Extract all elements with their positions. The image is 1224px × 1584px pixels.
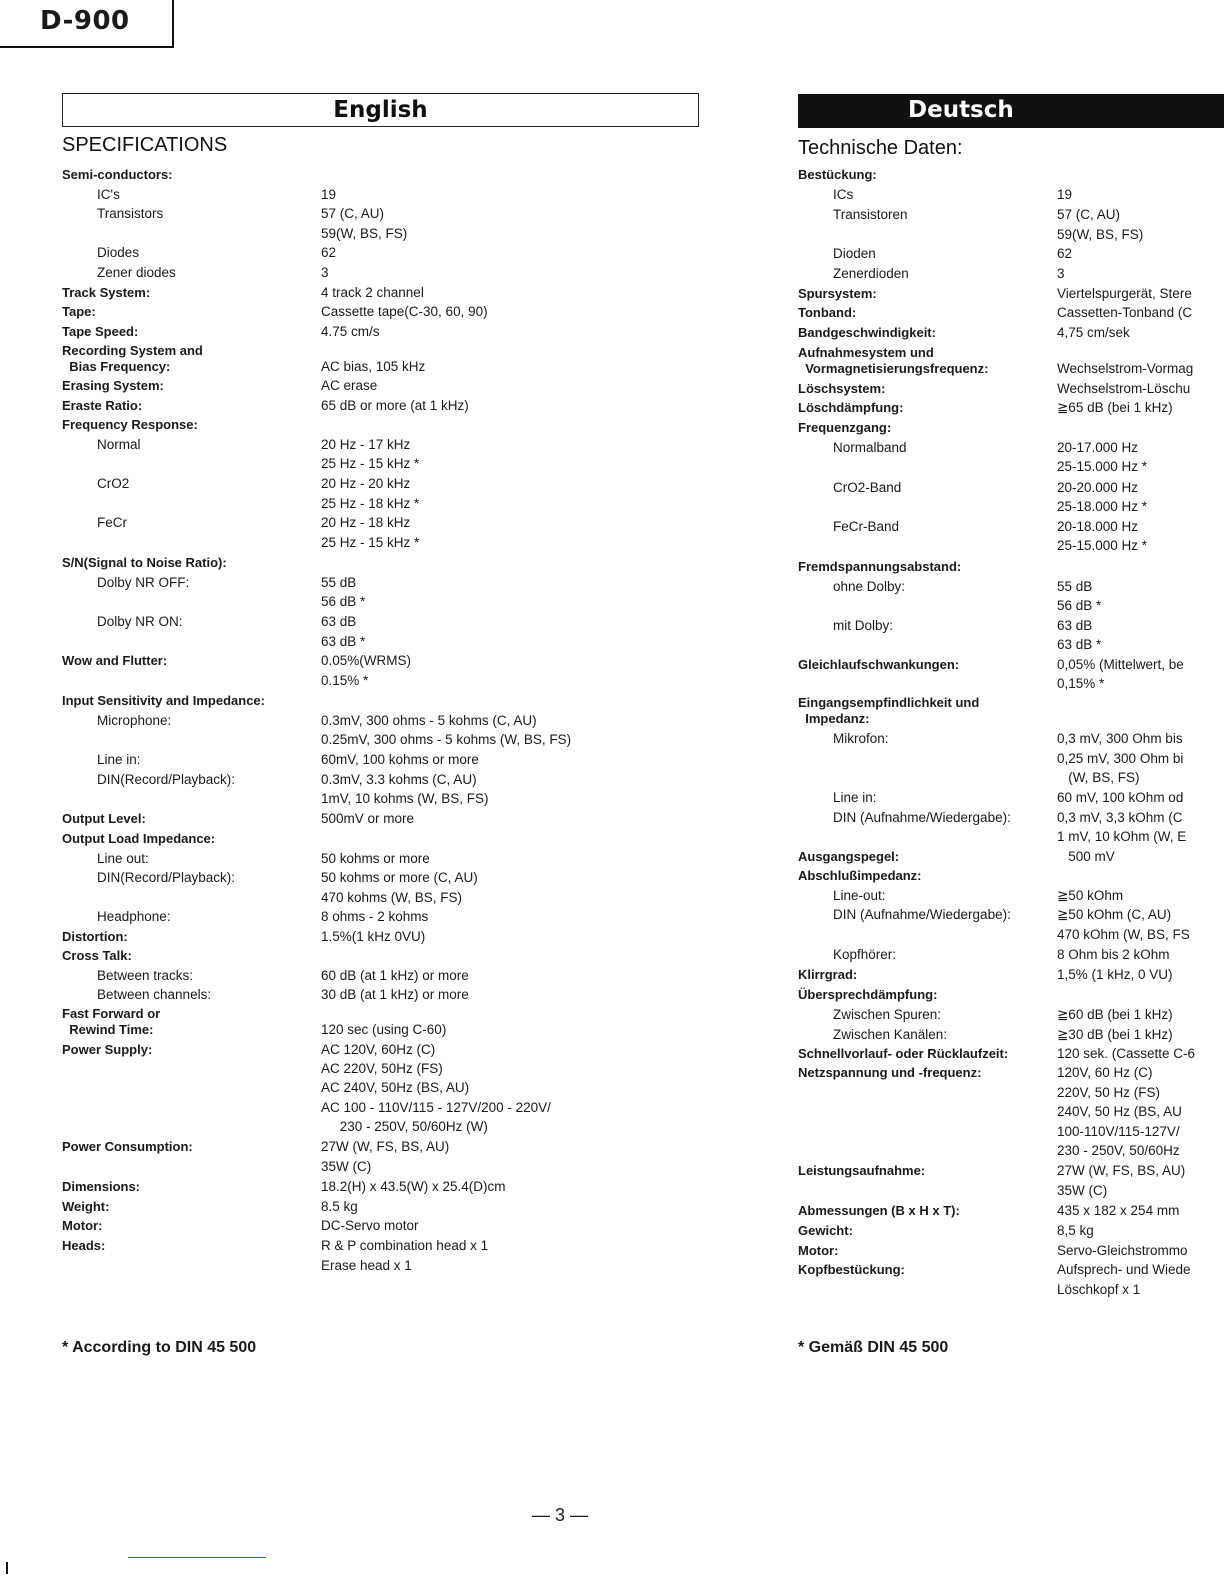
english-spec-label: Dimensions: — [62, 1179, 141, 1194]
deutsch-spec-value: Cassetten-Tonband (C — [1057, 305, 1193, 320]
english-spec-value: Erase head x 1 — [321, 1258, 412, 1273]
deutsch-spec-value: 0,05% (Mittelwert, be — [1057, 657, 1184, 672]
deutsch-spec-value: 62 — [1057, 246, 1073, 261]
english-spec-label: Input Sensitivity and Impedance: — [62, 693, 265, 708]
english-spec-value: 65 dB or more (at 1 kHz) — [321, 398, 469, 413]
deutsch-spec-label: Dioden — [833, 246, 876, 261]
english-spec-value: 0.25mV, 300 ohms - 5 kohms (W, BS, FS) — [321, 732, 572, 747]
deutsch-spec-label: DIN (Aufnahme/Wiedergabe): — [833, 907, 1011, 922]
deutsch-spec-value: Wechselstrom-Vormag — [1057, 361, 1194, 376]
deutsch-spec-label: Kopfhörer: — [833, 947, 897, 962]
english-spec-value: 60 dB (at 1 kHz) or more — [321, 968, 469, 983]
deutsch-spec-label: Abschlußimpedanz: — [798, 868, 922, 883]
english-spec-value: R & P combination head x 1 — [321, 1238, 489, 1253]
deutsch-spec-value: Löschkopf x 1 — [1057, 1282, 1141, 1297]
deutsch-spec-value: 4,75 cm/sek — [1057, 325, 1130, 340]
deutsch-spec-label: Löschsystem: — [798, 381, 886, 396]
english-spec-value: 20 Hz - 20 kHz — [321, 476, 411, 491]
deutsch-spec-label: Aufnahmesystem und — [798, 345, 934, 360]
deutsch-spec-value: ≧50 kOhm (C, AU) — [1057, 907, 1172, 922]
english-spec-label: FeCr — [97, 515, 127, 530]
edge-mark — [6, 1562, 8, 1574]
english-spec-label: Microphone: — [97, 713, 172, 728]
deutsch-spec-value: ≧50 kOhm — [1057, 888, 1124, 903]
deutsch-spec-value: 60 mV, 100 kOhm od — [1057, 790, 1184, 805]
english-spec-value: 8 ohms - 2 kohms — [321, 909, 429, 924]
english-spec-value: AC 220V, 50Hz (FS) — [321, 1061, 443, 1076]
deutsch-spec-value: 63 dB — [1057, 618, 1093, 633]
deutsch-spec-label: DIN (Aufnahme/Wiedergabe): — [833, 810, 1011, 825]
deutsch-spec-value: Wechselstrom-Löschu — [1057, 381, 1191, 396]
english-spec-label: Power Consumption: — [62, 1139, 193, 1154]
english-spec-value: 50 kohms or more (C, AU) — [321, 870, 478, 885]
english-spec-value: 18.2(H) x 43.5(W) x 25.4(D)cm — [321, 1179, 506, 1194]
english-spec-value: 20 Hz - 18 kHz — [321, 515, 411, 530]
deutsch-spec-value: 3 — [1057, 266, 1065, 281]
deutsch-spec-value: 25-15.000 Hz * — [1057, 538, 1148, 553]
english-spec-value: 35W (C) — [321, 1159, 372, 1174]
english-spec-label: CrO2 — [97, 476, 130, 491]
deutsch-spec-label: Gleichlaufschwankungen: — [798, 657, 960, 672]
deutsch-spec-label: ohne Dolby: — [833, 579, 906, 594]
english-spec-value: 25 Hz - 15 kHz * — [321, 535, 420, 550]
english-spec-value: 20 Hz - 17 kHz — [321, 437, 411, 452]
deutsch-spec-label: Zwischen Spuren: — [833, 1007, 942, 1022]
english-header: English — [62, 93, 699, 127]
english-spec-value: 8.5 kg — [321, 1199, 358, 1214]
english-spec-value: 62 — [321, 245, 337, 260]
english-spec-value: 50 kohms or more — [321, 851, 430, 866]
deutsch-spec-value: 120V, 60 Hz (C) — [1057, 1065, 1153, 1080]
english-spec-label: Output Load Impedance: — [62, 831, 216, 846]
deutsch-spec-label: Vormagnetisierungsfrequenz: — [798, 361, 989, 376]
english-spec-label: IC's — [97, 187, 120, 202]
deutsch-spec-value: 100-110V/115-127V/ — [1057, 1124, 1180, 1139]
english-spec-value: 500mV or more — [321, 811, 415, 826]
english-spec-value: 59(W, BS, FS) — [321, 226, 408, 241]
deutsch-spec-label: Motor: — [798, 1243, 839, 1258]
deutsch-spec-value: 20-17.000 Hz — [1057, 440, 1139, 455]
deutsch-spec-value: 20-20.000 Hz — [1057, 480, 1139, 495]
deutsch-header: Deutsch — [798, 94, 1224, 128]
deutsch-spec-label: Klirrgrad: — [798, 967, 858, 982]
deutsch-spec-value: 0,3 mV, 3,3 kOhm (C — [1057, 810, 1183, 825]
deutsch-spec-value: 230 - 250V, 50/60Hz — [1057, 1143, 1180, 1158]
bottom-rule — [128, 1557, 266, 1558]
english-spec-value: 60mV, 100 kohms or more — [321, 752, 479, 767]
english-spec-value: 0.05%(WRMS) — [321, 653, 412, 668]
deutsch-spec-value: 57 (C, AU) — [1057, 207, 1121, 222]
deutsch-spec-value: (W, BS, FS) — [1057, 770, 1140, 785]
english-spec-label: Distortion: — [62, 929, 128, 944]
english-spec-label: Dolby NR ON: — [97, 614, 183, 629]
deutsch-spec-label: Zenerdioden — [833, 266, 909, 281]
deutsch-spec-value: Aufsprech- und Wiede — [1057, 1262, 1191, 1277]
english-spec-label: Frequency Response: — [62, 417, 198, 432]
english-footnote: * According to DIN 45 500 — [62, 1339, 257, 1356]
english-spec-value: AC 120V, 60Hz (C) — [321, 1042, 436, 1057]
deutsch-spec-value: 59(W, BS, FS) — [1057, 227, 1144, 242]
english-spec-value: 30 dB (at 1 kHz) or more — [321, 987, 469, 1002]
page-number: — 3 — — [532, 1505, 589, 1525]
deutsch-spec-label: Netzspannung und -frequenz: — [798, 1065, 982, 1080]
deutsch-spec-label: Schnellvorlauf- oder Rücklaufzeit: — [798, 1046, 1009, 1061]
english-spec-value: AC 240V, 50Hz (BS, AU) — [321, 1080, 470, 1095]
english-spec-label: Between tracks: — [97, 968, 194, 983]
english-spec-label: Power Supply: — [62, 1042, 153, 1057]
deutsch-spec-value: 470 kOhm (W, BS, FS — [1057, 927, 1190, 942]
deutsch-spec-value: 0,25 mV, 300 Ohm bi — [1057, 751, 1184, 766]
deutsch-spec-value: 63 dB * — [1057, 637, 1102, 652]
deutsch-spec-label: Tonband: — [798, 305, 857, 320]
english-spec-value: 57 (C, AU) — [321, 206, 385, 221]
model-box — [0, 0, 174, 48]
english-spec-label: Diodes — [97, 245, 140, 260]
english-spec-value: 470 kohms (W, BS, FS) — [321, 890, 463, 905]
english-spec-value: AC 100 - 110V/115 - 127V/200 - 220V/ — [321, 1100, 551, 1115]
deutsch-spec-label: Fremdspannungsabstand: — [798, 559, 962, 574]
english-spec-label: Dolby NR OFF: — [97, 575, 190, 590]
deutsch-spec-label: Leistungsaufnahme: — [798, 1163, 926, 1178]
english-spec-label: Eraste Ratio: — [62, 398, 143, 413]
english-spec-label: Cross Talk: — [62, 948, 132, 963]
english-spec-value: 230 - 250V, 50/60Hz (W) — [321, 1119, 488, 1134]
english-spec-value: 27W (W, FS, BS, AU) — [321, 1139, 450, 1154]
english-spec-label: Motor: — [62, 1218, 103, 1233]
deutsch-spec-label: Gewicht: — [798, 1223, 853, 1238]
english-spec-value: 4.75 cm/s — [321, 324, 380, 339]
english-spec-label: Zener diodes — [97, 265, 176, 280]
deutsch-spec-value: 19 — [1057, 187, 1073, 202]
english-spec-value: 1mV, 10 kohms (W, BS, FS) — [321, 791, 489, 806]
deutsch-spec-label: Frequenzgang: — [798, 420, 892, 435]
english-spec-value: 0.15% * — [321, 673, 369, 688]
english-spec-value: 1.5%(1 kHz 0VU) — [321, 929, 426, 944]
english-spec-value: 56 dB * — [321, 594, 366, 609]
deutsch-spec-label: Ausgangspegel: — [798, 849, 900, 864]
deutsch-spec-value: 25-18.000 Hz * — [1057, 499, 1148, 514]
deutsch-spec-label: Übersprechdämpfung: — [798, 987, 938, 1002]
english-spec-label: Bias Frequency: — [62, 359, 171, 374]
english-spec-value: AC erase — [321, 378, 378, 393]
english-spec-value: Cassette tape(C-30, 60, 90) — [321, 304, 488, 319]
english-spec-label: Rewind Time: — [62, 1022, 154, 1037]
deutsch-spec-value: 35W (C) — [1057, 1183, 1108, 1198]
deutsch-spec-value: 27W (W, FS, BS, AU) — [1057, 1163, 1186, 1178]
deutsch-spec-value: 1,5% (1 kHz, 0 VU) — [1057, 967, 1173, 982]
english-spec-value: AC bias, 105 kHz — [321, 359, 426, 374]
deutsch-spec-value: 25-15.000 Hz * — [1057, 459, 1148, 474]
english-spec-label: Weight: — [62, 1199, 110, 1214]
english-spec-value: 0.3mV, 300 ohms - 5 kohms (C, AU) — [321, 713, 537, 728]
english-spec-value: 120 sec (using C-60) — [321, 1022, 447, 1037]
deutsch-spec-value: ≧60 dB (bei 1 kHz) — [1057, 1007, 1173, 1022]
english-spec-value: 3 — [321, 265, 329, 280]
english-spec-label: Output Level: — [62, 811, 146, 826]
deutsch-spec-value: 0,3 mV, 300 Ohm bis — [1057, 731, 1183, 746]
english-spec-value: 25 Hz - 18 kHz * — [321, 496, 420, 511]
english-spec-value: 25 Hz - 15 kHz * — [321, 456, 420, 471]
deutsch-spec-label: Mikrofon: — [833, 731, 889, 746]
english-title: SPECIFICATIONS — [62, 134, 228, 156]
deutsch-spec-label: CrO2-Band — [833, 480, 902, 495]
english-spec-label: Semi-conductors: — [62, 167, 173, 182]
english-spec-label: Headphone: — [97, 909, 171, 924]
deutsch-spec-value: 56 dB * — [1057, 598, 1102, 613]
english-spec-label: Wow and Flutter: — [62, 653, 168, 668]
deutsch-spec-label: Zwischen Kanälen: — [833, 1027, 948, 1042]
deutsch-spec-value: ≧30 dB (bei 1 kHz) — [1057, 1027, 1173, 1042]
english-spec-label: Recording System and — [62, 343, 203, 358]
deutsch-spec-label: Line in: — [833, 790, 877, 805]
english-spec-label: Erasing System: — [62, 378, 164, 393]
english-spec-label: Normal — [97, 437, 141, 452]
deutsch-spec-value: 220V, 50 Hz (FS) — [1057, 1085, 1161, 1100]
deutsch-spec-value: ≧65 dB (bei 1 kHz) — [1057, 400, 1173, 415]
deutsch-spec-value: 20-18.000 Hz — [1057, 519, 1139, 534]
deutsch-spec-value: Servo-Gleichstrommo — [1057, 1243, 1188, 1258]
deutsch-title: Technische Daten: — [798, 137, 963, 159]
english-spec-value: 55 dB — [321, 575, 357, 590]
english-spec-label: Between channels: — [97, 987, 212, 1002]
deutsch-spec-label: Line-out: — [833, 888, 886, 903]
english-spec-value: 63 dB — [321, 614, 357, 629]
english-spec-label: Line in: — [97, 752, 141, 767]
english-spec-label: Tape: — [62, 304, 96, 319]
english-spec-value: 19 — [321, 187, 337, 202]
english-spec-label: S/N(Signal to Noise Ratio): — [62, 555, 227, 570]
deutsch-spec-value: Viertelspurgerät, Stere — [1057, 286, 1192, 301]
english-spec-label: Fast Forward or — [62, 1006, 161, 1021]
deutsch-spec-label: Eingangsempfindlichkeit und — [798, 695, 980, 710]
deutsch-spec-label: Transistoren — [833, 207, 908, 222]
model-label: D-900 — [40, 6, 130, 36]
english-spec-label: Track System: — [62, 285, 151, 300]
english-spec-label: DIN(Record/Playback): — [97, 772, 236, 787]
english-spec-label: Transistors — [97, 206, 164, 221]
deutsch-spec-label: Bandgeschwindigkeit: — [798, 325, 936, 340]
deutsch-spec-value: 8,5 kg — [1057, 1223, 1094, 1238]
deutsch-spec-value: 8 Ohm bis 2 kOhm — [1057, 947, 1170, 962]
deutsch-spec-value: 55 dB — [1057, 579, 1093, 594]
deutsch-spec-value: 240V, 50 Hz (BS, AU — [1057, 1104, 1182, 1119]
english-spec-label: DIN(Record/Playback): — [97, 870, 236, 885]
english-spec-label: Tape Speed: — [62, 324, 139, 339]
english-spec-label: Heads: — [62, 1238, 106, 1253]
deutsch-spec-label: Bestückung: — [798, 167, 877, 182]
deutsch-spec-value: 435 x 182 x 254 mm — [1057, 1203, 1180, 1218]
deutsch-spec-label: Löschdämpfung: — [798, 400, 904, 415]
english-spec-value: DC-Servo motor — [321, 1218, 419, 1233]
deutsch-spec-label: Spursystem: — [798, 286, 877, 301]
english-spec-value: 63 dB * — [321, 634, 366, 649]
deutsch-spec-label: FeCr-Band — [833, 519, 900, 534]
deutsch-footnote: * Gemäß DIN 45 500 — [798, 1339, 949, 1356]
deutsch-spec-label: Impedanz: — [798, 711, 870, 726]
english-spec-label: Line out: — [97, 851, 149, 866]
deutsch-spec-value: 500 mV — [1057, 849, 1115, 864]
deutsch-spec-value: 120 sek. (Cassette C-6 — [1057, 1046, 1196, 1061]
deutsch-spec-value: 1 mV, 10 kOhm (W, E — [1057, 829, 1187, 844]
deutsch-spec-label: Abmessungen (B x H x T): — [798, 1203, 960, 1218]
english-spec-value: 0.3mV, 3.3 kohms (C, AU) — [321, 772, 477, 787]
deutsch-spec-label: ICs — [833, 187, 854, 202]
deutsch-spec-label: Kopfbestückung: — [798, 1262, 905, 1277]
deutsch-spec-value: 0,15% * — [1057, 676, 1105, 691]
deutsch-spec-label: Normalband — [833, 440, 907, 455]
english-spec-value: 4 track 2 channel — [321, 285, 424, 300]
deutsch-spec-label: mit Dolby: — [833, 618, 894, 633]
